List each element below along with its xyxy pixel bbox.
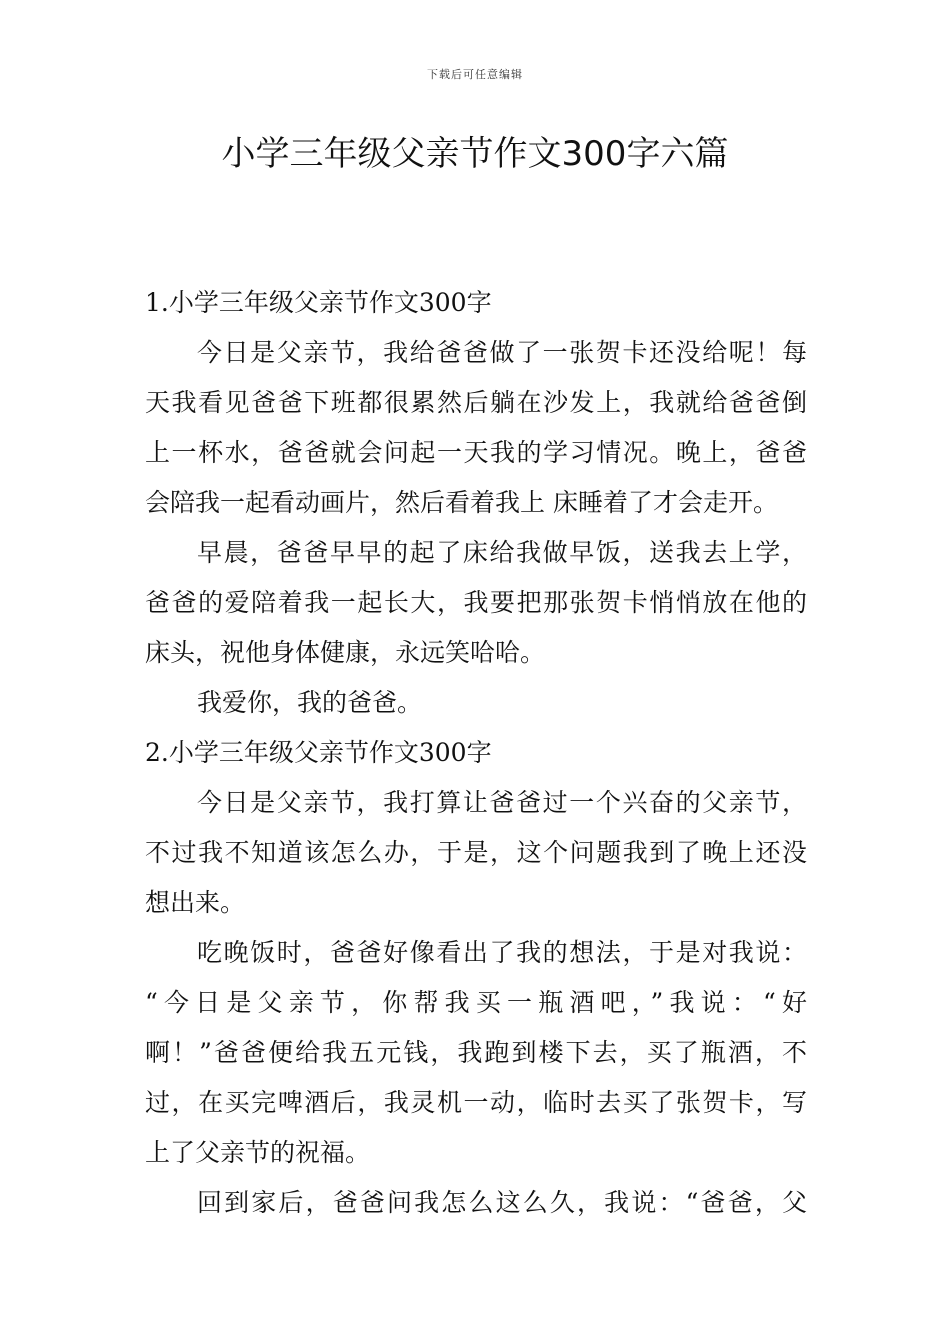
paragraph-line: 想出来。 <box>145 888 246 917</box>
paragraph-line: 我爱你，我的爸爸。 <box>197 688 423 717</box>
section-heading-1: 1.小学三年级父亲节作文300字 <box>145 288 492 317</box>
paragraph-line: 回到家后，爸爸问我怎么这么久，我说：“爸爸，父 <box>197 1188 807 1217</box>
paragraph-line: 爸爸的爱陪着我一起长大，我要把那张贺卡悄悄放在他的 <box>145 588 807 617</box>
paragraph-line: 早晨，爸爸早早的起了床给我做早饭，送我去上学， <box>197 538 807 567</box>
paragraph-line: 今日是父亲节，我打算让爸爸过一个兴奋的父亲节， <box>197 788 807 817</box>
document-title: 小学三年级父亲节作文300字六篇 <box>221 134 729 174</box>
section-heading-2: 2.小学三年级父亲节作文300字 <box>145 738 492 767</box>
paragraph-line: 床头，祝他身体健康，永远笑哈哈。 <box>145 638 546 667</box>
paragraph-line: “今日是父亲节，你帮我买一瓶酒吧，”我说：“好 <box>145 988 807 1017</box>
paragraph-line: 吃晚饭时，爸爸好像看出了我的想法，于是对我说： <box>197 938 807 967</box>
paragraph-line: 天我看见爸爸下班都很累然后躺在沙发上，我就给爸爸倒 <box>145 388 807 417</box>
paragraph-line: 上了父亲节的祝福。 <box>145 1138 371 1167</box>
paragraph-line: 过，在买完啤酒后，我灵机一动，临时去买了张贺卡，写 <box>145 1088 807 1117</box>
paragraph-line: 今日是父亲节，我给爸爸做了一张贺卡还没给呢！每 <box>197 338 807 367</box>
paragraph-line: 不过我不知道该怎么办，于是，这个问题我到了晚上还没 <box>145 838 807 867</box>
paragraph-line: 上一杯水，爸爸就会问起一天我的学习情况。晚上，爸爸 <box>145 438 807 467</box>
paragraph-line: 会陪我一起看动画片，然后看着我上 床睡着了才会走开。 <box>145 488 778 517</box>
paragraph-line: 啊！”爸爸便给我五元钱，我跑到楼下去，买了瓶酒，不 <box>145 1038 807 1067</box>
document-body <box>145 278 807 1228</box>
header-note: 下载后可任意编辑 <box>427 68 523 81</box>
